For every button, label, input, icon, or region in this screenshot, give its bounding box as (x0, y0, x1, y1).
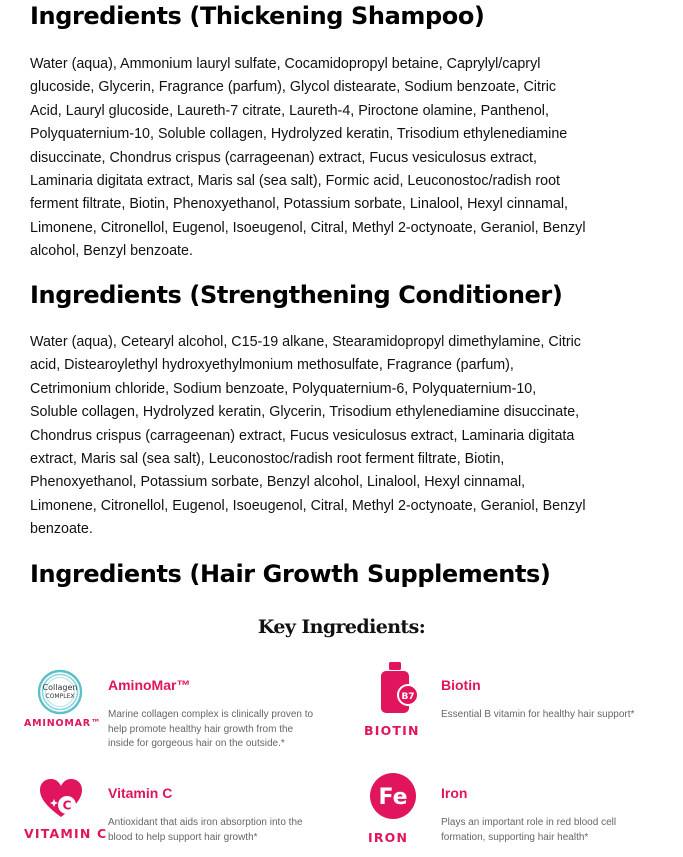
icon-text-b7: B7 (401, 692, 415, 702)
text-line: alcohol, Benzyl benzoate. (30, 243, 193, 260)
text-line: acid, Distearoylethyl hydroxyethylmonium methosulfate, Fragrance (parfum), (30, 357, 514, 374)
desc-line: help promote healthy hair growth from the (108, 723, 294, 735)
text-line: Limonene, Citronellol, Eugenol, Isoeugenol, Citral, Methyl 2-octynoate, Geraniol, Benzyl (30, 497, 586, 514)
text-line: Phenoxyethanol, Potassium sorbate, Benzyl alcohol, Linalool, Hexyl cinnamal, (30, 474, 526, 491)
text-line: glucoside, Glycerin, Fragrance (parfum), Glycol distearate, Sodium benzoate, Citric (30, 79, 557, 96)
key-ingredients-heading: Key Ingredients: (257, 616, 426, 638)
text-line: Water (aqua), Ammonium lauryl sulfate, Cocamidopropyl betaine, Caprylyl/capryl (30, 56, 541, 72)
text-line: Water (aqua), Cetearyl alcohol, C15-19 alkane, Stearamidopropyl dimethylamine, Citric (30, 334, 581, 350)
text-line: Cetrimonium chloride, Sodium benzoate, Polyquaternium-6, Polyquaternium-10, (30, 380, 537, 397)
icon-text-collagen: Collagen (42, 683, 78, 692)
desc-line: blood to help support hair growth* (108, 831, 258, 843)
desc-line: inside for gorgeous hair on the outside.* (108, 738, 285, 749)
card-desc-vitamin-c (108, 816, 343, 845)
text-line: Chondrus crispus (carrageenan) extract, Fucus vesiculosus extract, Laminaria digitata (30, 427, 575, 444)
text-line: disuccinate, Chondrus crispus (carrageenan) extract, Fucus vesiculosus extract, (30, 149, 537, 166)
desc-line: Marine collagen complex is clinically proven to (108, 709, 314, 720)
text-line: benzoate. (30, 521, 93, 538)
desc-line: Essential B vitamin for healthy hair support* (441, 709, 635, 720)
collagen-complex-icon (37, 669, 83, 715)
shampoo-ingredients-text (30, 53, 630, 264)
logo-label-vitamin-c: VITAMIN C (24, 826, 108, 841)
icon-text-c: C (62, 798, 72, 813)
desc-line: formation, supporting hair health* (441, 831, 589, 843)
text-line: Soluble collagen, Hydrolyzed keratin, Glycerin, Trisodium ethylenediamine disuccinate, (30, 404, 580, 421)
section-heading-supplements: Ingredients (Hair Growth Supplements) (30, 560, 551, 588)
text-line: Limonene, Citronellol, Eugenol, Isoeugenol, Citral, Methyl 2-octynoate, Geraniol, Benzyl (30, 219, 586, 236)
biotin-bottle-icon (378, 662, 420, 714)
section-heading-shampoo: Ingredients (Thickening Shampoo) (30, 2, 485, 30)
card-title-vitamin-c: Vitamin C (108, 785, 173, 801)
desc-line: Plays an important role in red blood cell (441, 817, 617, 828)
icon-text-complex: COMPLEX (45, 693, 75, 700)
text-line: Acid, Lauryl glucoside, Laureth-7 citrate, Laureth-4, Piroctone olamine, Panthenol, (30, 102, 549, 119)
logo-label-biotin: BIOTIN (364, 723, 420, 738)
desc-line: Antioxidant that aids iron absorption into the (108, 817, 303, 828)
card-desc-aminomar (108, 708, 343, 752)
text-line: Polyquaternium-10, Soluble collagen, Hydrolyzed keratin, Trisodium ethylenediamine (30, 126, 568, 143)
section-heading-conditioner: Ingredients (Strengthening Conditioner) (30, 281, 563, 309)
card-title-biotin: Biotin (441, 677, 481, 693)
text-line: Laminaria digitata extract, Maris sal (sea salt), Formic acid, Leuconostoc/radish root (30, 173, 560, 190)
text-line: extract, Maris sal (sea salt), Leuconostoc/radish root ferment filtrate, Biotin, (30, 451, 505, 468)
card-desc-biotin (441, 708, 676, 723)
conditioner-ingredients-text (30, 331, 630, 542)
logo-label-iron: IRON (368, 830, 409, 845)
iron-fe-icon (367, 770, 419, 822)
card-desc-iron (441, 816, 676, 845)
card-title-aminomar: AminoMar™ (108, 677, 191, 693)
card-title-iron: Iron (441, 785, 468, 801)
icon-text-fe: Fe (378, 785, 408, 810)
vitamin-c-heart-icon (38, 777, 84, 823)
text-line: ferment filtrate, Biotin, Phenoxyethanol, Potassium sorbate, Linalool, Hexyl cinnamal, (30, 196, 568, 213)
logo-label-aminomar: AMINOMAR™ (24, 718, 102, 729)
